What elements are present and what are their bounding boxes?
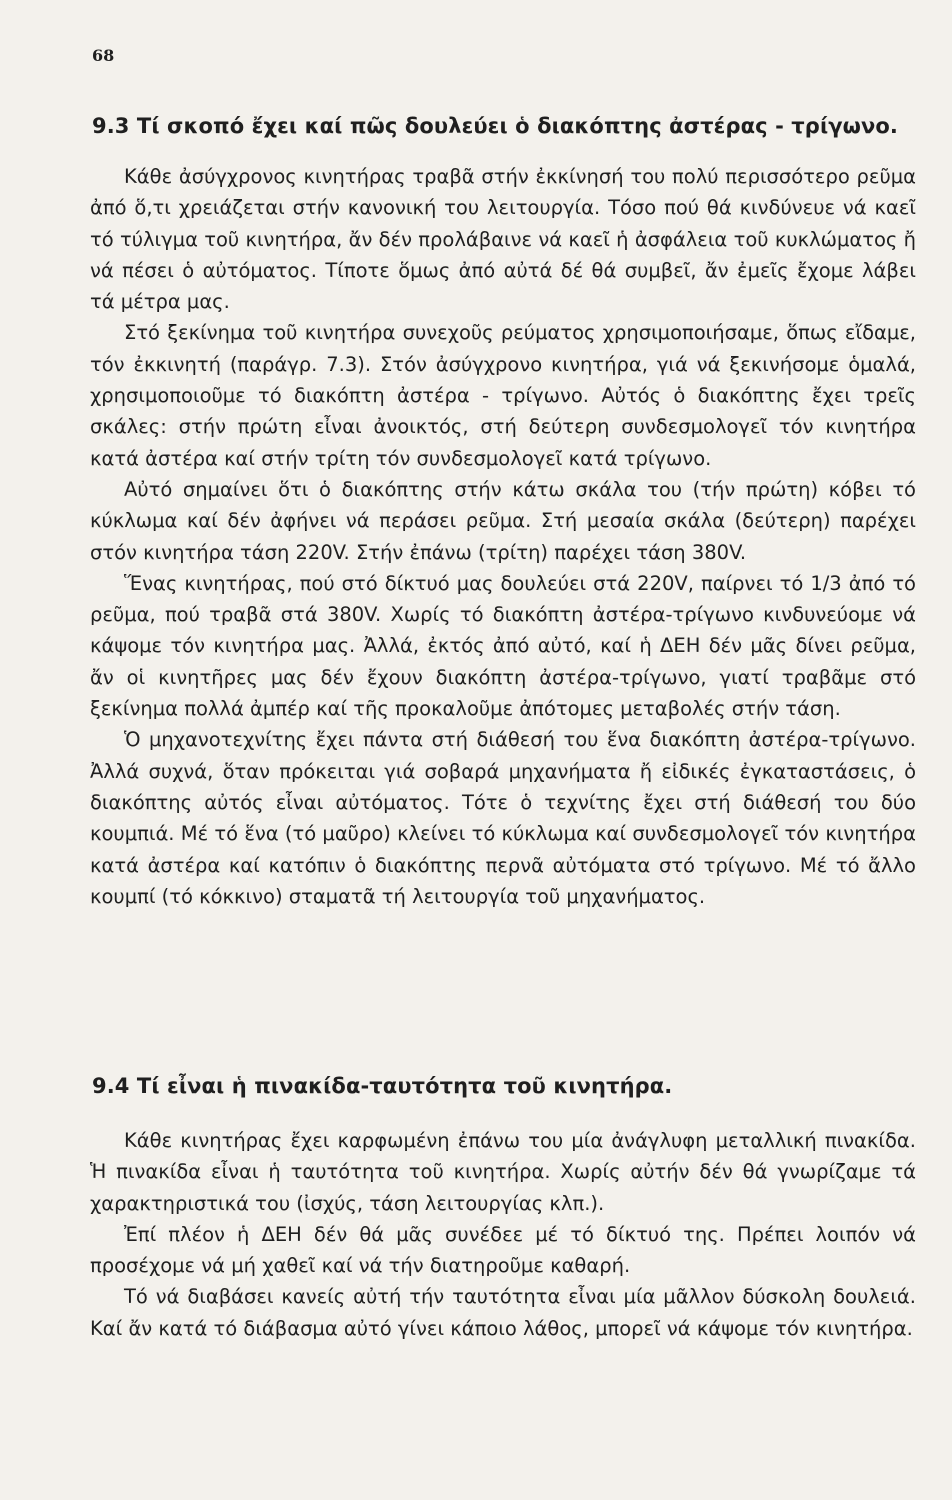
paragraph: Ἕνας κινητήρας, πού στό δίκτυό μας δουλεύει στά 220V, παίρνει τό 1/3 ἀπό τό ρεῦμα, πού τραβᾶ στά 380V. Χωρίς τό διακόπτη ἀστέρα-τρίγωνο κινδυνεύομε νά κάψομε τόν κινητήρα μας. Ἀλλά, ἐκτός ἀπό αὐτό, καί ἡ ΔΕΗ δέν μᾶς δίνει ρεῦμα, ἄν οἱ κινητῆρες μας δέν ἔχουν διακόπτη ἀστέρα-τρίγωνο, γιατί τραβᾶμε στό ξεκίνημα πολλά ἀμπέρ καί τῆς προκαλοῦμε ἀπότομες μεταβολές στήν τάση. (90, 571, 916, 721)
paragraph: Στό ξεκίνημα τοῦ κινητήρα συνεχοῦς ρεύματος χρησιμοποιήσαμε, ὅπως εἴδαμε, τόν ἐκκινητή (παράγρ. 7.3). Στόν ἀσύγχρονο κινητήρα, γιά νά ξεκινήσομε ὁμαλά, χρησιμοποιοῦμε τό διακόπτη ἀστέρα - τρίγωνο. Αὐτός ὁ διακόπτης ἔχει τρεῖς σκάλες: στήν πρώτη εἶναι ἀνοικτός, στή δεύτερη συνδεσμολογεῖ τόν κινητήρα κατά ἀστέρα καί στήν τρίτη τόν συνδεσμολογεῖ κατά τρίγωνο. (90, 321, 916, 470)
paragraph: Κάθε κινητήρας ἔχει καρφωμένη ἐπάνω του μία ἀνάγλυφη μεταλλική πινακίδα. Ἡ πινακίδα εἶναι ἡ ταυτότητα τοῦ κινητήρα. Χωρίς αὐτήν δέν θά γνωρίζαμε τά χαρακτηριστικά του (ἰσχύς, τάση λειτουργίας κλπ.). (90, 1129, 916, 1215)
page-number: 68 (92, 46, 115, 65)
paragraph: Τό νά διαβάσει κανείς αὐτή τήν ταυτότητα εἶναι μία μᾶλλον δύσκολη δουλειά. Καί ἄν κατά τό διάβασμα αὐτό γίνει κάποιο λάθος, μπορεῖ νά κάψομε τόν κινητήρα. (90, 1285, 916, 1340)
section-9-4-heading: 9.4 Τί εἶναι ἡ πινακίδα-ταυτότητα τοῦ κινητήρα. (92, 1074, 673, 1098)
paragraph: Αὐτό σημαίνει ὅτι ὁ διακόπτης στήν κάτω σκάλα του (τήν πρώτη) κόβει τό κύκλωμα καί δέν ἀφήνει νά περάσει ρεῦμα. Στή μεσαία σκάλα (δεύτερη) παρέχει στόν κινητήρα τάση 220V. Στήν ἐπάνω (τρίτη) παρέχει τάση 380V. (90, 477, 916, 564)
section-9-3-body (90, 161, 916, 912)
paragraph: Ὁ μηχανοτεχνίτης ἔχει πάντα στή διάθεσή του ἕνα διακόπτη ἀστέρα-τρίγωνο. Ἀλλά συχνά, ὅταν πρόκειται γιά σοβαρά μηχανήματα ἤ εἰδικές ἐγκαταστάσεις, ὁ διακόπτης αὐτός εἶναι αὐτόματος. Τότε ὁ τεχνίτης ἔχει στή διάθεσή του δύο κουμπιά. Μέ τό ἕνα (τό μαῦρο) κλείνει τό κύκλωμα καί συνδεσμολογεῖ τόν κινητήρα κατά ἀστέρα καί κατόπιν ὁ διακόπτης περνᾶ αὐτόματα στό τρίγωνο. Μέ τό ἄλλο κουμπί (τό κόκκινο) σταματᾶ τή λειτουργία τοῦ μηχανήματος. (90, 728, 916, 908)
section-9-3-heading: 9.3 Τί σκοπό ἔχει καί πῶς δουλεύει ὁ διακόπτης ἀστέρας - τρίγωνο. (92, 114, 898, 138)
paragraph: Ἐπί πλέον ἡ ΔΕΗ δέν θά μᾶς συνέδεε μέ τό δίκτυό της. Πρέπει λοιπόν νά προσέχομε νά μή χαθεῖ καί νά τήν διατηροῦμε καθαρή. (90, 1222, 916, 1278)
paragraph: Κάθε ἀσύγχρονος κινητήρας τραβᾶ στήν ἐκκίνησή του πολύ περισσότερο ρεῦμα ἀπό ὅ,τι χρειάζεται στήν κανονική του λειτουργία. Τόσο πού θά κινδύνευε νά καεῖ τό τύλιγμα τοῦ κινητήρα, ἄν δέν προλάβαινε νά καεῖ ἡ ἀσφάλεια τοῦ κυκλώματος ἤ νά πέσει ὁ αὐτόματος. Τίποτε ὅμως ἀπό αὐτά δέ θά συμβεῖ, ἄν ἐμεῖς ἔχομε λάβει τά μέτρα μας. (90, 165, 916, 314)
section-9-4-body (90, 1125, 916, 1344)
